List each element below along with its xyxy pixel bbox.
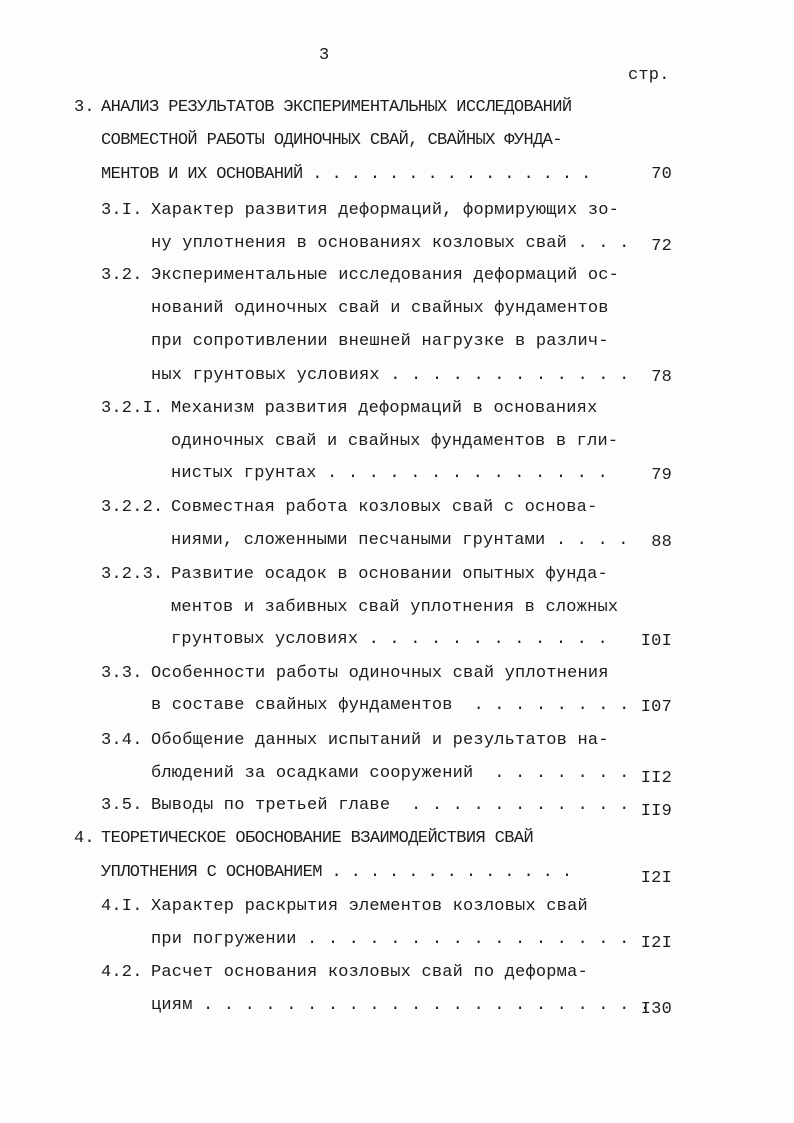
section-title-line: нистых грунтах . . . . . . . . . . . . . .: [171, 464, 608, 483]
section-title-line: одиночных свай и свайных фундаментов в гли-: [171, 432, 619, 451]
page-ref: II9: [640, 802, 672, 821]
page-ref: I2I: [640, 934, 672, 953]
section-number: 3.5.: [101, 796, 143, 815]
section-number: 4.I.: [101, 897, 143, 916]
page-ref: II2: [640, 769, 672, 788]
section-title-line: ТЕОРЕТИЧЕСКОЕ ОБОСНОВАНИЕ ВЗАИМОДЕЙСТВИЯ СВАЙ: [101, 829, 534, 848]
page-ref: 70: [651, 165, 672, 184]
section-number: 4.: [74, 829, 95, 848]
page-number: 3: [319, 46, 330, 65]
section-number: 3.3.: [101, 664, 143, 683]
section-number: 3.I.: [101, 201, 143, 220]
page-ref: 72: [651, 237, 672, 256]
section-title-line: Особенности работы одиночных свай уплотнения: [151, 664, 609, 683]
section-title-line: блюдений за осадками сооружений . . . . . . .: [151, 764, 630, 783]
section-title-line: при сопротивлении внешней нагрузке в различ-: [151, 332, 609, 351]
section-title-line: Механизм развития деформаций в основаниях: [171, 399, 598, 418]
page-ref: I2I: [640, 869, 672, 888]
page-ref: 88: [651, 533, 672, 552]
section-title-line: МЕНТОВ И ИХ ОСНОВАНИЙ . . . . . . . . . . . . . . .: [101, 165, 591, 184]
section-title-line: при погружении . . . . . . . . . . . . . . . .: [151, 930, 630, 949]
section-title-line: АНАЛИЗ РЕЗУЛЬТАТОВ ЭКСПЕРИМЕНТАЛЬНЫХ ИССЛЕДОВАНИЙ: [101, 98, 572, 117]
section-number: 3.2.: [101, 266, 143, 285]
section-title-line: циям . . . . . . . . . . . . . . . . . . . . . .: [151, 996, 651, 1015]
page-ref: 78: [651, 368, 672, 387]
section-number: 3.2.I.: [101, 399, 164, 418]
section-number: 4.2.: [101, 963, 143, 982]
section-title-line: СОВМЕСТНОЙ РАБОТЫ ОДИНОЧНЫХ СВАЙ, СВАЙНЫХ ФУНДА-: [101, 131, 562, 150]
section-title-line: нований одиночных свай и свайных фундаментов: [151, 299, 609, 318]
page-ref: I0I: [640, 632, 672, 651]
page-ref: I07: [640, 698, 672, 717]
section-title-line: ну уплотнения в основаниях козловых свай . . .: [151, 234, 630, 253]
section-title-line: Характер развития деформаций, формирующих зо-: [151, 201, 620, 220]
section-title-line: Развитие осадок в основании опытных фунда-: [171, 565, 608, 584]
section-title-line: ных грунтовых условиях . . . . . . . . . . . .: [151, 366, 630, 385]
section-number: 3.2.2.: [101, 498, 164, 517]
section-number: 3.2.3.: [101, 565, 164, 584]
section-title-line: Совместная работа козловых свай с основа-: [171, 498, 598, 517]
section-number: 3.: [74, 98, 95, 117]
section-title-line: Расчет основания козловых свай по деформа-: [151, 963, 588, 982]
section-title-line: УПЛОТНЕНИЯ С ОСНОВАНИЕМ . . . . . . . . . . . . .: [101, 863, 572, 882]
section-title-line: ниями, сложенными песчаными грунтами . . . .: [171, 531, 629, 550]
section-title-line: Обобщение данных испытаний и результатов на-: [151, 731, 609, 750]
section-number: 3.4.: [101, 731, 143, 750]
section-title-line: в составе свайных фундаментов . . . . . . . .: [151, 696, 630, 715]
section-title-line: Характер раскрытия элементов козловых свай: [151, 897, 588, 916]
page-column-header: стр.: [628, 66, 670, 85]
section-title-line: грунтовых условиях . . . . . . . . . . . .: [171, 630, 608, 649]
section-title-line: Выводы по третьей главе . . . . . . . . . . .: [151, 796, 630, 815]
page-ref: 79: [651, 466, 672, 485]
section-title-line: Экспериментальные исследования деформаций ос-: [151, 266, 620, 285]
page-ref: I30: [640, 1000, 672, 1019]
section-title-line: ментов и забивных свай уплотнения в сложных: [171, 598, 619, 617]
